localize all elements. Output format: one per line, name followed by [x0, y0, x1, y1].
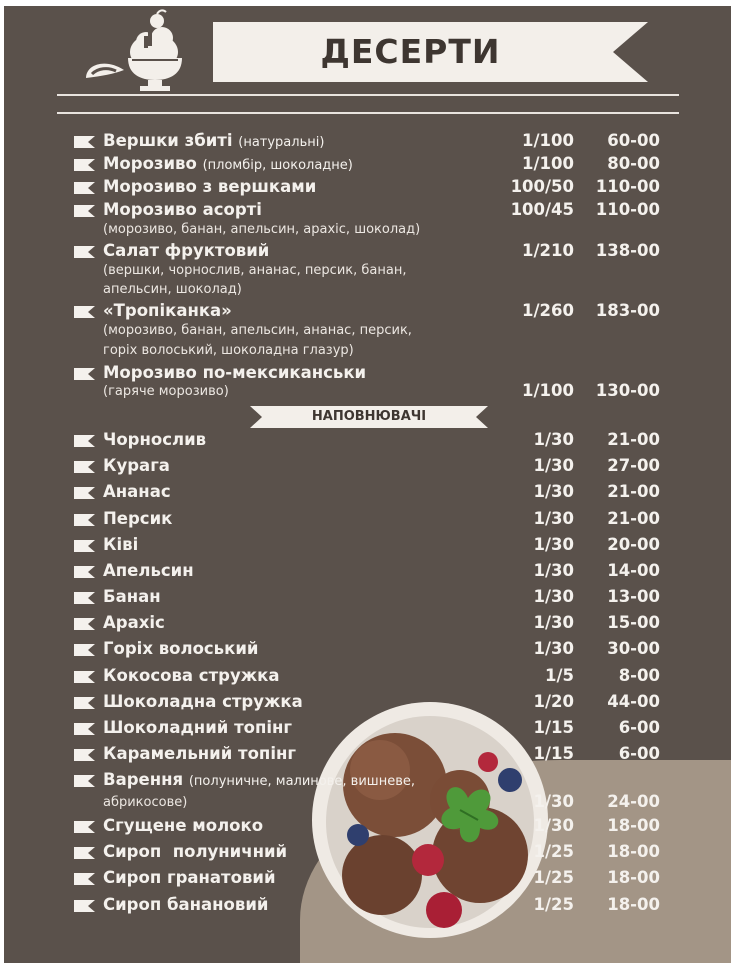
- item-name: Ананас: [103, 482, 171, 501]
- item-name: Арахіс: [103, 613, 165, 632]
- item-name: Апельсин: [103, 561, 194, 580]
- item-name: Карамельний топінг: [103, 744, 297, 763]
- flag-bullet-icon: [74, 618, 95, 630]
- item-name: Шоколадний топінг: [103, 718, 293, 737]
- item-description: горіх волоський, шоколадна глазур): [103, 343, 354, 358]
- flag-bullet-icon: [74, 514, 95, 526]
- item-price: 14-00: [607, 561, 660, 580]
- item-portion: 1/25: [533, 868, 574, 887]
- item-name: Шоколадна стружка: [103, 692, 303, 711]
- item-name: Морозиво асорті: [103, 200, 262, 219]
- item-portion: 1/15: [533, 744, 574, 763]
- item-portion: 1/100: [522, 154, 574, 173]
- item-description: (вершки, чорнослив, ананас, персик, банан,: [103, 263, 407, 278]
- item-portion: 1/100: [522, 381, 574, 400]
- item-name: Банан: [103, 587, 161, 606]
- right-edge: [731, 0, 737, 963]
- item-note: (полуничне, малинове, вишневе,: [188, 774, 415, 789]
- subsection-title: НАПОВНЮВАЧІ: [311, 409, 427, 424]
- flag-bullet-icon: [74, 592, 95, 604]
- flag-bullet-icon: [74, 821, 95, 833]
- item-portion: 1/30: [533, 816, 574, 835]
- item-portion: 1/100: [522, 131, 574, 150]
- flag-bullet-icon: [74, 246, 95, 258]
- item-name: Курага: [103, 456, 170, 475]
- item-price: 18-00: [607, 868, 660, 887]
- item-portion: 1/30: [533, 639, 574, 658]
- flag-bullet-icon: [74, 671, 95, 683]
- item-portion: 1/30: [533, 430, 574, 449]
- item-portion: 1/30: [533, 482, 574, 501]
- item-name: Морозиво по-мексиканськи: [103, 363, 367, 382]
- item-price: 21-00: [607, 509, 660, 528]
- item-name: Варення: [103, 770, 184, 789]
- item-price: 110-00: [595, 200, 660, 219]
- item-price: 130-00: [595, 381, 660, 400]
- flag-bullet-icon: [74, 159, 95, 171]
- dessert-cup-icon: [84, 8, 189, 92]
- item-portion: 100/50: [510, 177, 574, 196]
- item-price: 13-00: [607, 587, 660, 606]
- item-name: Морозиво: [103, 154, 197, 173]
- item-price: 80-00: [607, 154, 660, 173]
- item-price: 21-00: [607, 482, 660, 501]
- item-price: 15-00: [607, 613, 660, 632]
- flag-bullet-icon: [74, 723, 95, 735]
- flag-bullet-icon: [74, 644, 95, 656]
- item-price: 27-00: [607, 456, 660, 475]
- item-name: Сгущене молоко: [103, 816, 264, 835]
- item-description: апельсин, шоколад): [103, 282, 242, 297]
- item-name: Персик: [103, 509, 173, 528]
- item-price: 30-00: [607, 639, 660, 658]
- item-price: 24-00: [607, 792, 660, 811]
- item-portion: 1/30: [533, 613, 574, 632]
- item-name: Кокосова стружка: [103, 666, 280, 685]
- item-description: (гаряче морозиво): [103, 384, 229, 399]
- item-name: Морозиво з вершками: [103, 177, 317, 196]
- item-note: (пломбір, шоколадне): [202, 158, 353, 173]
- flag-bullet-icon: [74, 205, 95, 217]
- item-portion: 1/20: [533, 692, 574, 711]
- item-price: 8-00: [618, 666, 660, 685]
- flag-bullet-icon: [74, 873, 95, 885]
- left-edge: [0, 0, 4, 963]
- item-price: 18-00: [607, 816, 660, 835]
- item-portion: 1/30: [533, 535, 574, 554]
- flag-bullet-icon: [74, 900, 95, 912]
- item-price: 18-00: [607, 842, 660, 861]
- item-portion: 1/25: [533, 842, 574, 861]
- item-description: абрикосове): [103, 795, 188, 810]
- item-name: Чорнослив: [103, 430, 207, 449]
- flag-bullet-icon: [74, 847, 95, 859]
- top-edge: [0, 0, 737, 6]
- item-name: «Тропіканка»: [103, 301, 232, 320]
- flag-bullet-icon: [74, 566, 95, 578]
- flag-bullet-icon: [74, 749, 95, 761]
- item-portion: 1/25: [533, 895, 574, 914]
- item-price: 18-00: [607, 895, 660, 914]
- item-price: 110-00: [595, 177, 660, 196]
- flag-bullet-icon: [74, 136, 95, 148]
- flag-bullet-icon: [74, 368, 95, 380]
- flag-bullet-icon: [74, 182, 95, 194]
- flag-bullet-icon: [74, 306, 95, 318]
- item-portion: 1/30: [533, 456, 574, 475]
- flag-bullet-icon: [74, 487, 95, 499]
- item-price: 183-00: [595, 301, 660, 320]
- item-portion: 1/30: [533, 792, 574, 811]
- item-portion: 1/5: [545, 666, 574, 685]
- page-title: ДЕСЕРТИ: [320, 32, 501, 71]
- flag-bullet-icon: [74, 697, 95, 709]
- item-portion: 1/30: [533, 561, 574, 580]
- ice-cream-bowl-image: [310, 690, 550, 940]
- item-name: Сироп банановий: [103, 895, 269, 914]
- item-portion: 1/30: [533, 509, 574, 528]
- item-price: 6-00: [618, 718, 660, 737]
- item-name: Сироп гранатовий: [103, 868, 276, 887]
- item-name: Сироп полуничний: [103, 842, 288, 861]
- flag-bullet-icon: [74, 775, 95, 787]
- item-description: (морозиво, банан, апельсин, ананас, персик,: [103, 323, 412, 338]
- item-price: 138-00: [595, 241, 660, 260]
- flag-bullet-icon: [74, 461, 95, 473]
- item-name: Ківі: [103, 535, 139, 554]
- flag-bullet-icon: [74, 435, 95, 447]
- item-price: 21-00: [607, 430, 660, 449]
- item-portion: 1/210: [522, 241, 574, 260]
- item-name: Салат фруктовий: [103, 241, 270, 260]
- divider-second: [57, 112, 679, 114]
- item-name: Горіх волоський: [103, 639, 259, 658]
- item-portion: 100/45: [510, 200, 574, 219]
- flag-bullet-icon: [74, 540, 95, 552]
- item-portion: 1/15: [533, 718, 574, 737]
- divider-top: [57, 94, 679, 96]
- item-note: (натуральні): [238, 135, 325, 150]
- item-price: 6-00: [618, 744, 660, 763]
- item-description: (морозиво, банан, апельсин, арахіс, шоколад): [103, 222, 421, 237]
- item-name: Вершки збиті: [103, 131, 233, 150]
- item-price: 60-00: [607, 131, 660, 150]
- item-price: 20-00: [607, 535, 660, 554]
- item-price: 44-00: [607, 692, 660, 711]
- item-portion: 1/30: [533, 587, 574, 606]
- item-portion: 1/260: [522, 301, 574, 320]
